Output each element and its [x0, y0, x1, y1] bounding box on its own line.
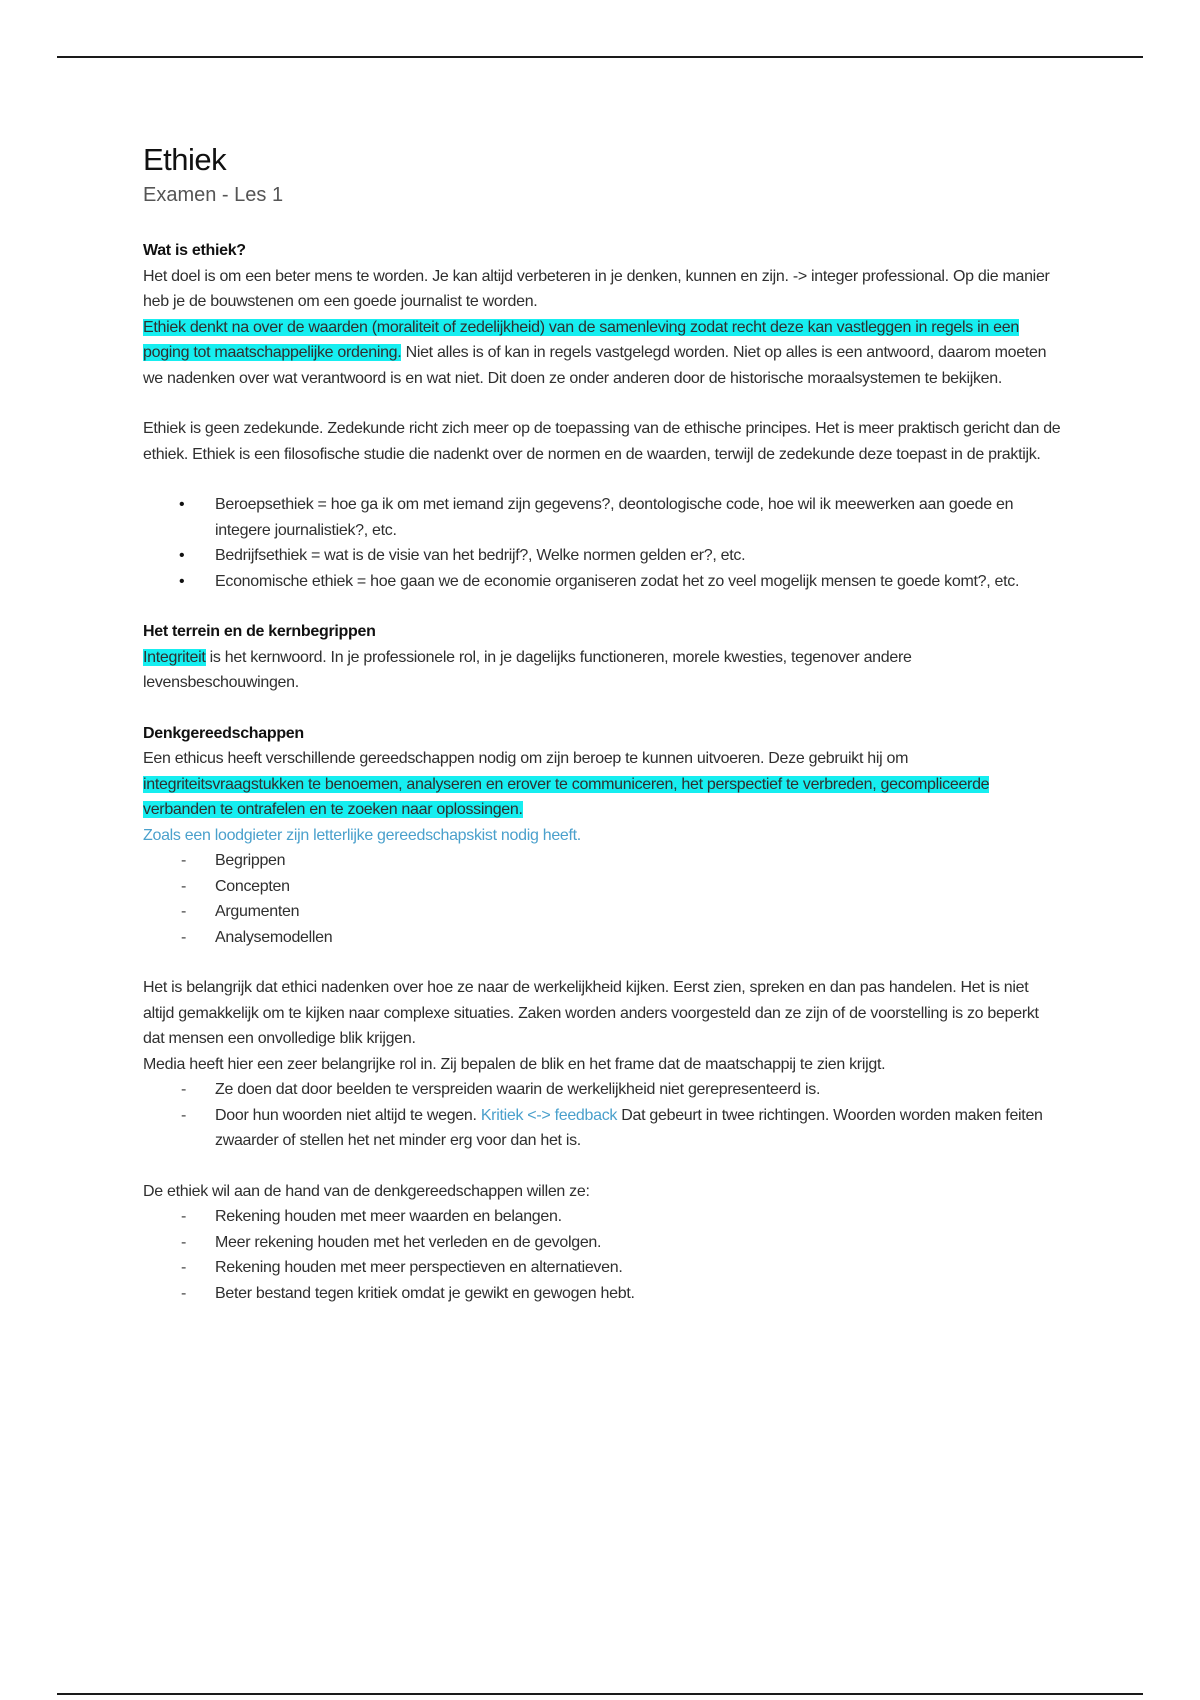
dash-mark: -: [181, 1081, 187, 1098]
list-item: - Rekening houden met meer waarden en belangen.: [143, 1204, 1063, 1230]
bullet-list: [143, 492, 1063, 594]
bullet-mark: •: [179, 496, 185, 513]
colored-note: Zoals een loodgieter zijn letterlijke gereedschapskist nodig heeft.: [143, 826, 581, 844]
bullet-mark: •: [179, 547, 185, 564]
document-subtitle: Examen - Les 1: [143, 184, 284, 206]
list-item: • Beroepsethiek = hoe ga ik om met iemand zijn gegevens?, deontologische code, hoe wil ik meewerken aan goede en integere journalistiek?, etc.: [143, 492, 1063, 543]
tools-list: [143, 848, 1063, 950]
list-item: - Concepten: [143, 874, 1063, 900]
paragraph: Media heeft hier een zeer belangrijke rol in. Zij bepalen de blik en het frame dat de maatschappij te zien krijgt.: [143, 1055, 886, 1073]
paragraph: Het doel is om een beter mens te worden. Je kan altijd verbeteren in je denken, kunnen en zijn. -> integer professional. Op die manier heb je de bouwstenen om een goede journalist te worden.: [143, 267, 1050, 310]
paragraph: Het is belangrijk dat ethici nadenken over hoe ze naar de werkelijkheid kijken. Eerst zien, spreken en dan pas handelen. Het is niet altijd gemakkelijk om te kijken naar complexe situaties. Zaken worden anders voorgesteld dan ze zijn of de voorstelling is zo beperkt dat mensen een onvolledige blik krijgen.: [143, 979, 1039, 1047]
document-body: [143, 140, 1063, 1306]
bullet-mark: •: [179, 572, 185, 590]
paragraph: [143, 315, 1063, 392]
document-title: Ethiek: [143, 142, 227, 177]
highlighted-text: integriteitsvraagstukken te benoemen, analyseren en erover te communiceren, het perspectief te verbreden, gecompliceerde verbanden te ontrafelen en te zoeken naar oplossingen.: [143, 775, 990, 818]
media-list: [143, 1077, 1063, 1154]
list-item: - Begrippen: [143, 848, 1063, 874]
list-item: - Rekening houden met meer perspectieven en alternatieven.: [143, 1255, 1063, 1281]
list-item: • Economische ethiek = hoe gaan we de economie organiseren zodat het zo veel mogelijk mensen te goede komt?, etc.: [143, 569, 1063, 595]
dash-mark: -: [181, 903, 187, 920]
paragraph: De ethiek wil aan de hand van de denkgereedschappen willen ze:: [143, 1182, 590, 1200]
footer-rule: [57, 1693, 1143, 1695]
dash-mark: -: [181, 1259, 187, 1276]
dash-mark: -: [181, 877, 187, 895]
section-heading-wat-is-ethiek: Wat is ethiek?: [143, 242, 246, 259]
list-item: • Bedrijfsethiek = wat is de visie van het bedrijf?, Welke normen gelden er?, etc.: [143, 543, 1063, 569]
dash-mark: -: [181, 1208, 187, 1225]
list-item: - Ze doen dat door beelden te verspreiden waarin de werkelijkheid niet gerepresenteerd is.: [143, 1077, 1063, 1103]
highlighted-text: Integriteit: [143, 648, 206, 666]
list-item: - Analysemodellen: [143, 925, 1063, 951]
header-rule: [57, 56, 1143, 58]
list-item: - Beter bestand tegen kritiek omdat je gewikt en gewogen hebt.: [143, 1281, 1063, 1307]
dash-mark: -: [181, 928, 187, 946]
dash-mark: -: [181, 852, 187, 869]
section-heading-denkgereedschappen: Denkgereedschappen: [143, 724, 304, 742]
colored-note: Kritiek <-> feedback: [480, 1106, 618, 1124]
paragraph: Integriteit is het kernwoord. In je professionele rol, in je dagelijks functioneren, morele kwesties, tegenover andere levensbeschouwingen.: [143, 648, 912, 691]
paragraph: Ethiek is geen zedekunde. Zedekunde richt zich meer op de toepassing van de ethische principes. Het is meer praktisch gericht dan de ethiek. Ethiek is een filosofische studie die nadenkt over de normen en de waarden, terwijl de zedekunde deze toepast in de praktijk.: [143, 420, 1061, 463]
dash-mark: -: [181, 1106, 187, 1124]
list-item: - Door hun woorden niet altijd te wegen. Kritiek <-> feedback Dat gebeurt in twee richtingen. Woorden worden maken feiten zwaarder of stellen het net minder erg voor dan het is.: [143, 1103, 1063, 1154]
paragraph: Een ethicus heeft verschillende gereedschappen nodig om zijn beroep te kunnen uitvoeren. Deze gebruikt hij om integriteitsvraagstukken te benoemen, analyseren en erover te communiceren, het perspectief te verbreden, gecompliceerde verbanden te ontrafelen en te zoeken naar oplossingen.: [143, 750, 990, 818]
dash-mark: -: [181, 1284, 187, 1302]
list-item: - Argumenten: [143, 899, 1063, 925]
paragraph-text: Niet alles is of kan in regels vastgelegd worden. Niet op alles is een antwoord, daarom moeten we nadenken over wat verantwoord is en wat niet. Dit doen ze onder anderen door de historische moraalsystemen te bekijken.: [143, 344, 1047, 387]
section-heading-terrein: Het terrein en de kernbegrippen: [143, 623, 376, 640]
goals-list: [143, 1204, 1063, 1306]
list-item: - Meer rekening houden met het verleden en de gevolgen.: [143, 1230, 1063, 1256]
dash-mark: -: [181, 1233, 187, 1251]
highlighted-text: Ethiek denkt na over de waarden (moraliteit of zedelijkheid) van de samenleving zodat recht deze kan vastleggen in regels in een poging tot maatschappelijke ordening.: [143, 318, 1019, 361]
